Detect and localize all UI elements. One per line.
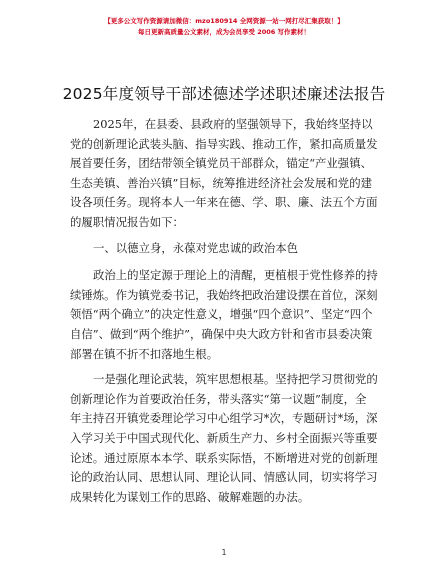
paragraph-line: 成果转化为谋划工作的思路、破解难题的办法。 [70, 489, 310, 504]
paragraph-line: 入学习关于中国式现代化、新质生产力、乡村全面振兴等重要 [70, 430, 378, 445]
paragraph-line: 生态美镇、善治兴镇”目标，统筹推进经济社会发展和党的建 [70, 175, 372, 190]
paragraph-line: 自信”、做到“两个维护”，确保中央大政方针和省市县委决策 [70, 326, 373, 341]
paragraph-line: 部署在镇不折不扣落地生根。 [70, 346, 219, 361]
paragraph-line: 续锤炼。作为镇党委书记，我始终把政治建设摆在首位，深刻 [70, 287, 378, 302]
promo-banner-line-2: 每日更新高质量公文素材，成为会员享受 2006 写作素材！ [137, 28, 311, 36]
paragraph-line: 展首要任务，团结带领全镇党员干部群众，锚定“产业强镇、 [70, 156, 372, 171]
section-paragraph [70, 266, 382, 364]
paragraph-line: 党的创新理论武装头脑、指导实践、推动工作，紧扣高质量发 [70, 136, 378, 151]
intro-paragraph [70, 115, 382, 233]
document-body [70, 115, 382, 513]
page-number: 1 [221, 548, 227, 557]
paragraph-line: 的履职情况报告如下： [70, 214, 184, 229]
paragraph-line: 年主持召开镇党委理论学习中心组学习*次，专题研讨*场，深 [70, 411, 378, 426]
promo-banner-line-1: 【更多公文写作资源请加微信：mzo180914 全网资源一站一网打尽汇集获取！】 [104, 17, 344, 25]
section-heading [70, 239, 382, 259]
document-title: 2025年度领导干部述德述学述职述廉述法报告 [62, 85, 386, 103]
paragraph-line: 政治上的坚定源于理论上的清醒，更植根于党性修养的持 [93, 268, 378, 283]
paragraph-line: 设各项任务。现将本人一年来在德、学、职、廉、法五个方面 [70, 195, 378, 210]
section-paragraph [70, 370, 382, 507]
paragraph-line: 论的政治认同、思想认同、理论认同、情感认同，切实将学习 [70, 470, 378, 485]
heading-line: 一、以德立身，永葆对党忠诚的政治本色 [93, 240, 299, 255]
paragraph-line: 创新理论作为首要政治任务，带头落实“第一议题”制度，全 [70, 391, 367, 406]
paragraph-line: 领悟“两个确立”的决定性意义，增强“四个意识”、坚定“四个 [70, 307, 373, 322]
paragraph-line: 论述。通过原原本本学、联系实际悟，不断增进对党的创新理 [70, 450, 378, 465]
paragraph-line: 2025年，在县委、县政府的坚强领导下，我始终坚持以 [93, 117, 373, 131]
paragraph-line: 一是强化理论武装，筑牢思想根基。坚持把学习贯彻党的 [93, 372, 378, 387]
